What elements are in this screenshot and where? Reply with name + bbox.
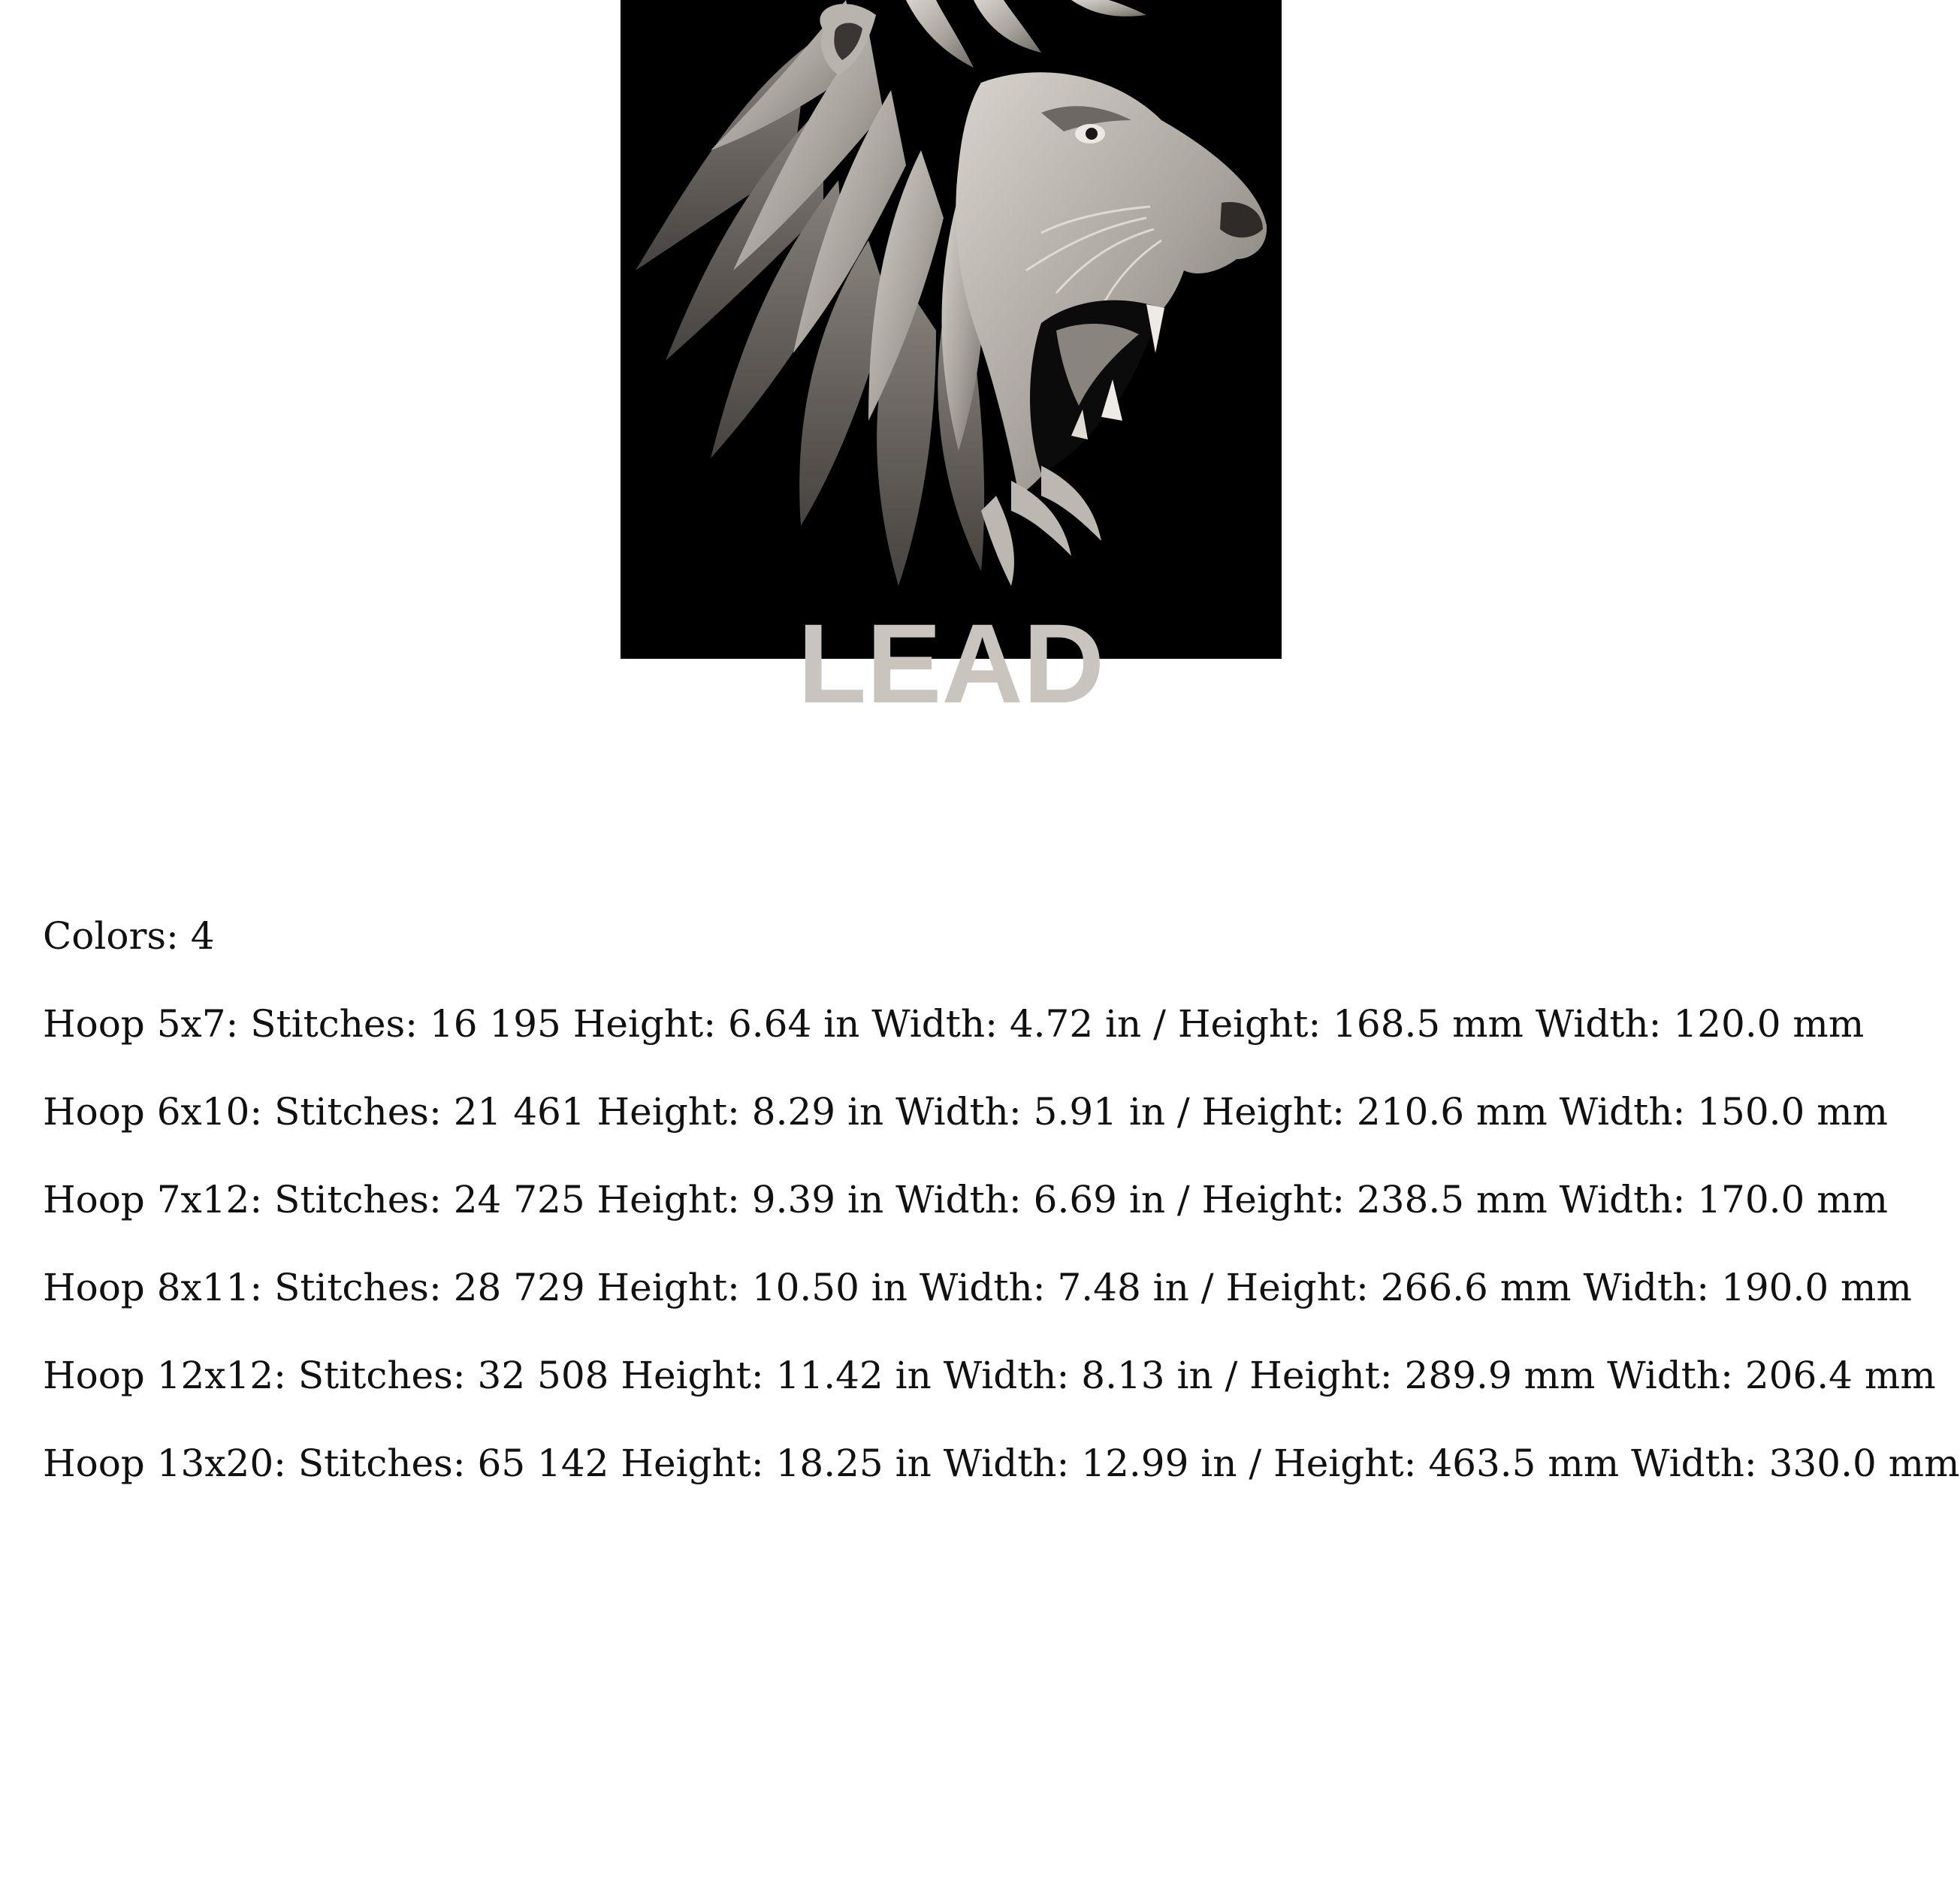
hoop-13x20-spec: Hoop 13x20: Stitches: 65 142 Height: 18.25 in Width: 12.99 in / Height: 463.5 mm Width: 330.0 mm <box>43 1442 1960 1485</box>
hoop-6x10-spec: Hoop 6x10: Stitches: 21 461 Height: 8.29 in Width: 5.91 in / Height: 210.6 mm Width: 150.0 mm <box>43 1090 1889 1134</box>
lion-embroidery-image <box>621 0 1282 726</box>
hoop-12x12-spec: Hoop 12x12: Stitches: 32 508 Height: 11.42 in Width: 8.13 in / Height: 289.9 mm Width: 206.4 mm <box>43 1354 1936 1397</box>
roaring-lion-icon <box>621 0 1282 726</box>
colors-count: Colors: 4 <box>43 914 215 958</box>
hoop-5x7-spec: Hoop 5x7: Stitches: 16 195 Height: 6.64 in Width: 4.72 in / Height: 168.5 mm Width: 120.0 mm <box>43 1002 1865 1046</box>
hoop-7x12-spec: Hoop 7x12: Stitches: 24 725 Height: 9.39 in Width: 6.69 in / Height: 238.5 mm Width: 170.0 mm <box>43 1178 1889 1221</box>
lead-text: LEAD <box>797 600 1105 726</box>
embroidery-specs <box>43 892 1960 1508</box>
hoop-8x11-spec: Hoop 8x11: Stitches: 28 729 Height: 10.50 in Width: 7.48 in / Height: 266.6 mm Width: 190.0 mm <box>43 1266 1912 1309</box>
